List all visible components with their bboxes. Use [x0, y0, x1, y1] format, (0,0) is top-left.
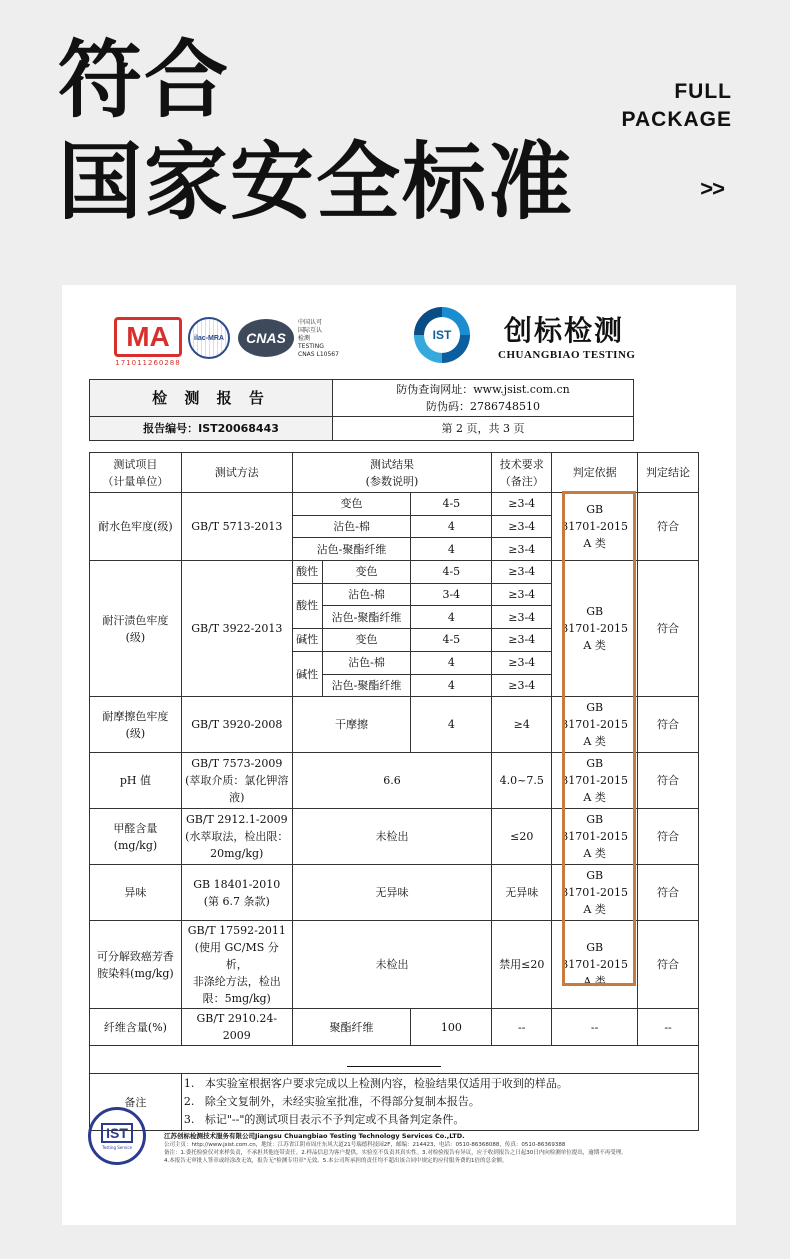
- method-water: GB/T 5713-2013: [181, 493, 292, 561]
- basis-cell: GB 31701-2015 A 类: [552, 753, 638, 809]
- param-cell: 变色: [322, 561, 411, 584]
- value-cell: 100: [411, 1009, 492, 1046]
- conclusion-cell: 符合: [638, 561, 699, 697]
- table-row: [90, 1009, 699, 1046]
- conclusion-cell: 符合: [638, 697, 699, 753]
- value-cell: 未检出: [292, 809, 492, 865]
- method-amine: GB/T 17592-2011 (使用 GC/MS 分析， 非涤纶方法，检出 限：5mg/kg): [181, 921, 292, 1009]
- package-text: PACKAGE: [621, 108, 732, 131]
- item-odor: 异味: [90, 865, 182, 921]
- cnas-caption-line: CNAS L10567: [298, 351, 339, 358]
- table-row: [90, 493, 699, 516]
- ilac-text: ilac-MRA: [194, 334, 224, 342]
- ilac-mra-logo: [188, 317, 230, 359]
- table-row: [90, 809, 699, 865]
- footer-info: [164, 1131, 724, 1165]
- blank-cell: [90, 1046, 699, 1074]
- req-cell: ≥3-4: [492, 493, 552, 516]
- method-rub: GB/T 3920-2008: [181, 697, 292, 753]
- hero-title-line2: 国家安全标准: [58, 133, 575, 231]
- conclusion-cell: 符合: [638, 753, 699, 809]
- cma-number: 171011260288: [115, 359, 181, 367]
- remark-item: 3. 标记"--"的测试项目表示不予判定或不具备判定条件。: [183, 1113, 465, 1127]
- cnas-caption-line: 中国认可: [298, 319, 323, 326]
- header-result: 测试结果 (参数说明): [292, 453, 492, 493]
- table-row: [90, 697, 699, 753]
- req-cell: 4.0~7.5: [492, 753, 552, 809]
- cnas-caption-line: 检测: [298, 335, 311, 342]
- header-basis: 判定依据: [552, 453, 638, 493]
- cma-mark: MA: [114, 317, 182, 357]
- seal-subtext: Testing Service: [101, 1144, 133, 1150]
- method-formaldehyde: GB/T 2912.1-2009 (水萃取法，检出限： 20mg/kg): [181, 809, 292, 865]
- report-header-table: [89, 379, 634, 441]
- basis-cell: --: [552, 1009, 638, 1046]
- param-cell: 沾色-棉: [322, 651, 411, 674]
- header-item: 测试项目 （计量单位）: [90, 453, 182, 493]
- test-results-table: [89, 452, 699, 1131]
- method-ph: GB/T 7573-2009 (萃取介质：氯化钾溶 液): [181, 753, 292, 809]
- basis-cell: GB 31701-2015 A 类: [552, 809, 638, 865]
- conclusion-cell: 符合: [638, 493, 699, 561]
- ist-seal: [88, 1107, 146, 1165]
- value-cell: 4: [411, 538, 492, 561]
- value-cell: 4-5: [411, 629, 492, 652]
- full-package-label: [622, 78, 732, 134]
- value-cell: 4: [411, 606, 492, 629]
- param-cell: 沾色-聚酯纤维: [322, 606, 411, 629]
- req-cell: ≥3-4: [492, 629, 552, 652]
- company-contact: 公司主页：http://www.jsist.com.cn，地址：江苏省江阴市周庄东风大道21号瑞德科技园2F，邮编：214423，电话：0510-86368088，传真：0510-86369388: [164, 1142, 566, 1148]
- req-cell: ≥3-4: [492, 538, 552, 561]
- req-cell: ≥3-4: [492, 583, 552, 606]
- table-row: [90, 1046, 699, 1074]
- value-cell: 3-4: [411, 583, 492, 606]
- req-cell: --: [492, 1009, 552, 1046]
- req-cell: ≤20: [492, 809, 552, 865]
- item-formaldehyde: 甲醛含量 (mg/kg): [90, 809, 182, 865]
- acid-label: 酸性: [292, 583, 322, 628]
- remarks-row: [90, 1074, 699, 1131]
- table-row: [90, 865, 699, 921]
- value-cell: 4: [411, 674, 492, 697]
- conclusion-cell: --: [638, 1009, 699, 1046]
- param-cell: 干摩擦: [292, 697, 411, 753]
- seal-text: IST: [101, 1123, 133, 1143]
- ist-logo: [414, 307, 470, 363]
- table-row: [90, 921, 699, 1009]
- param-cell: 变色: [322, 629, 411, 652]
- footer-note: 备注：1.委托检验仅对来样负责，不承担其他连带责任。2.样品信息为客户提供，实验室不负责其真实性。3.对检验报告有异议，应于收到报告之日起30日内向检测单位提出，逾期不再受理。: [164, 1150, 627, 1156]
- alkali-label: 碱性: [292, 651, 322, 696]
- req-cell: ≥3-4: [492, 561, 552, 584]
- table-row: [90, 753, 699, 809]
- remark-list: [181, 1074, 698, 1131]
- header-requirement: 技术要求 （备注）: [492, 453, 552, 493]
- header-conclusion: 判定结论: [638, 453, 699, 493]
- param-cell: 沾色-棉: [292, 515, 411, 538]
- item-ph: pH 值: [90, 753, 182, 809]
- brand-name-en: CHUANGBIAO TESTING: [498, 349, 636, 361]
- item-water: 耐水色牢度(级): [90, 493, 182, 561]
- param-cell: 沾色-聚酯纤维: [322, 674, 411, 697]
- brand-name-cn: 创标检测: [504, 314, 625, 347]
- req-cell: ≥4: [492, 697, 552, 753]
- acid-label: 酸性: [292, 561, 322, 584]
- basis-cell: GB 31701-2015 A 类: [552, 493, 638, 561]
- anti-fake-info: [333, 380, 634, 417]
- report-title: 检 测 报 告: [90, 380, 333, 417]
- param-cell: 沾色-棉: [322, 583, 411, 606]
- req-cell: ≥3-4: [492, 606, 552, 629]
- req-cell: 无异味: [492, 865, 552, 921]
- item-fiber: 纤维含量(%): [90, 1009, 182, 1046]
- req-cell: 禁用≤20: [492, 921, 552, 1009]
- cma-logo: [114, 317, 182, 367]
- basis-cell: GB 31701-2015 A 类: [552, 697, 638, 753]
- method-odor: GB 18401-2010 (第 6.7 条款): [181, 865, 292, 921]
- test-report-sheet: [62, 285, 736, 1225]
- value-cell: 6.6: [292, 753, 492, 809]
- item-rub: 耐摩擦色牢度 (级): [90, 697, 182, 753]
- method-fiber: GB/T 2910.24-2009: [181, 1009, 292, 1046]
- param-cell: 沾色-聚酯纤维: [292, 538, 411, 561]
- param-cell: 变色: [292, 493, 411, 516]
- header-method: 测试方法: [181, 453, 292, 493]
- double-arrow-icon[interactable]: >>: [700, 176, 724, 201]
- remark-label: 备注: [90, 1074, 182, 1131]
- page-info: 第 2 页，共 3 页: [333, 417, 634, 441]
- req-cell: ≥3-4: [492, 651, 552, 674]
- report-number: 报告编号：IST20068443: [90, 417, 333, 441]
- cnas-caption-line: TESTING: [298, 343, 324, 350]
- basis-cell: GB 31701-2015 A 类: [552, 865, 638, 921]
- req-cell: ≥3-4: [492, 515, 552, 538]
- basis-cell: GB 31701-2015 A 类: [552, 921, 638, 1009]
- table-header-row: [90, 453, 699, 493]
- anti-fake-code: 防伪码：2786748510: [426, 400, 540, 413]
- remark-item: 2. 除全文复制外，未经实验室批准，不得部分复制本报告。: [183, 1095, 480, 1109]
- cnas-logo: [238, 319, 294, 357]
- company-name: 江苏创标检测技术服务有限公司Jiangsu Chuangbiao Testing Technology Services Co.,LTD.: [164, 1132, 465, 1140]
- value-cell: 4-5: [411, 561, 492, 584]
- cnas-caption-line: 国际互认: [298, 327, 323, 334]
- item-sweat: 耐汗渍色牢度 (级): [90, 561, 182, 697]
- basis-cell: GB 31701-2015 A 类: [552, 561, 638, 697]
- hero-title-line1: 符合: [58, 31, 231, 129]
- conclusion-cell: 符合: [638, 865, 699, 921]
- req-cell: ≥3-4: [492, 674, 552, 697]
- query-site: 防伪查询网址：www.jsist.com.cn: [396, 383, 570, 396]
- cnas-text: CNAS: [246, 330, 286, 346]
- value-cell: 4: [411, 651, 492, 674]
- method-sweat: GB/T 3922-2013: [181, 561, 292, 697]
- table-row: [90, 561, 699, 584]
- conclusion-cell: 符合: [638, 921, 699, 1009]
- item-amine: 可分解致癌芳香 胺染料(mg/kg): [90, 921, 182, 1009]
- param-cell: 聚酯纤维: [292, 1009, 411, 1046]
- cnas-caption: [298, 319, 339, 359]
- value-cell: 无异味: [292, 865, 492, 921]
- ist-logo-text: IST: [424, 317, 460, 353]
- value-cell: 未检出: [292, 921, 492, 1009]
- alkali-label: 碱性: [292, 629, 322, 652]
- divider-line: [347, 1066, 441, 1067]
- conclusion-cell: 符合: [638, 809, 699, 865]
- full-text: FULL: [674, 80, 732, 103]
- value-cell: 4: [411, 697, 492, 753]
- remark-item: 1. 本实验室根据客户要求完成以上检测内容，检验结果仅适用于收到的样品。: [183, 1077, 568, 1091]
- value-cell: 4: [411, 515, 492, 538]
- footer-note: 4.本报告无审批人签章或经涂改无效，报告无"检测专用章"无效。5.本公司所承担的责任均不超出该合同中规定的应付服务费的1倍的总金额。: [164, 1158, 508, 1164]
- value-cell: 4-5: [411, 493, 492, 516]
